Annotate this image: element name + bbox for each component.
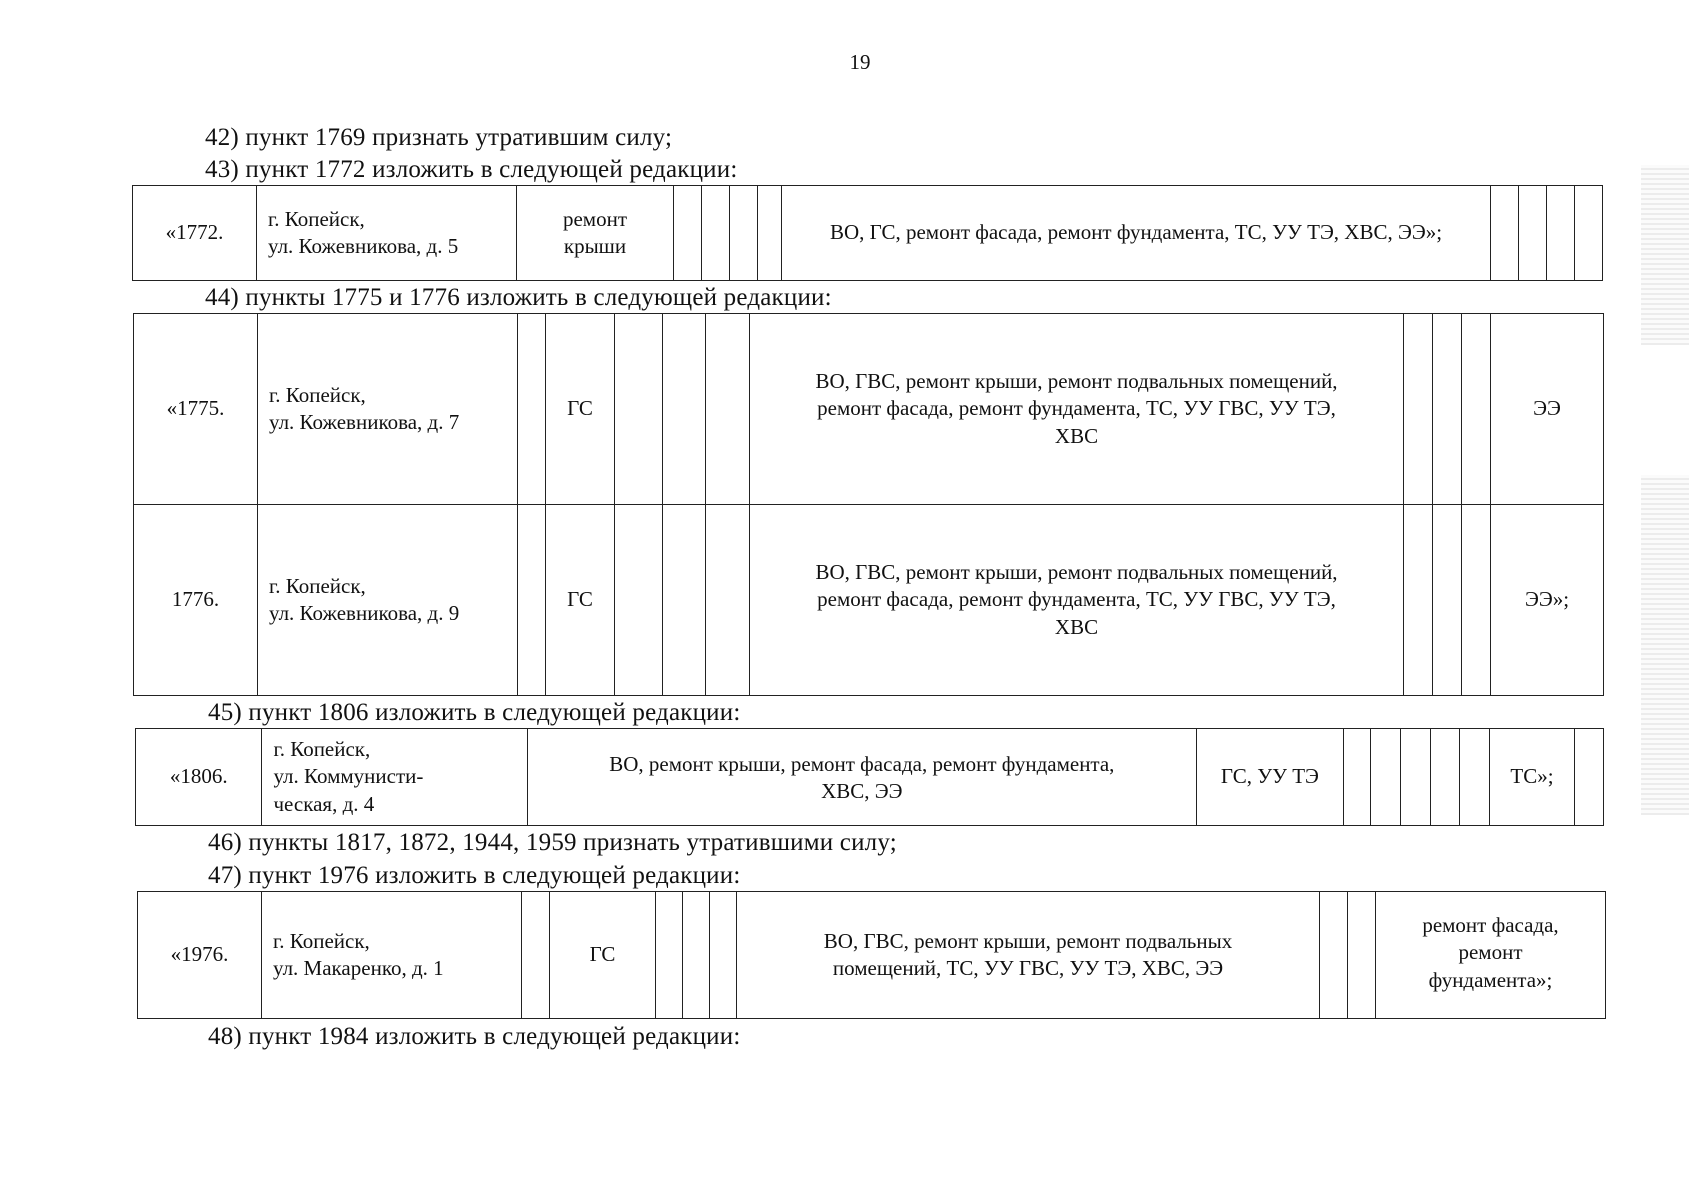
item-45: 45) пункт 1806 изложить в следующей редакции: — [208, 699, 741, 726]
empty-cell — [1433, 505, 1462, 696]
works-line: ХВС, ЭЭ — [821, 779, 903, 804]
empty-cell — [663, 314, 706, 505]
works-line: ВО, ГВС, ремонт крыши, ремонт подвальных помещений, — [815, 369, 1338, 394]
work-cell — [1376, 892, 1606, 1019]
works-line: ремонт фасада, ремонт фундамента, ТС, УУ ГВС, УУ ТЭ, — [817, 396, 1336, 421]
work-line: ремонт — [1458, 940, 1523, 965]
address-city: г. Копейск, — [268, 206, 365, 231]
empty-cell — [1462, 314, 1491, 505]
address-street: ул. Кожевникова, д. 9 — [269, 601, 460, 625]
empty-cell — [1462, 505, 1491, 696]
empty-cell — [702, 186, 730, 281]
empty-cell — [1404, 505, 1433, 696]
address-city: г. Копейск, — [269, 573, 366, 598]
work-cell: ЭЭ»; — [1491, 505, 1604, 696]
empty-cell — [706, 314, 750, 505]
item-48: 48) пункт 1984 изложить в следующей редакции: — [208, 1023, 741, 1050]
address-cell — [262, 729, 527, 826]
empty-cell — [710, 892, 737, 1019]
work-cell: ЭЭ — [1491, 314, 1604, 505]
empty-cell — [663, 505, 706, 696]
empty-cell — [1491, 186, 1519, 281]
works-list-cell — [750, 314, 1404, 505]
table-1976 — [137, 891, 1606, 1019]
empty-cell — [522, 892, 550, 1019]
item-42: 42) пункт 1769 признать утратившим силу; — [205, 124, 673, 151]
empty-cell — [656, 892, 683, 1019]
works-list-cell: ВО, ГС, ремонт фасада, ремонт фундамента, ТС, УУ ТЭ, ХВС, ЭЭ»; — [782, 186, 1491, 281]
works-line: ремонт фасада, ремонт фундамента, ТС, УУ ГВС, УУ ТЭ, — [817, 587, 1336, 612]
table-row — [136, 729, 1604, 826]
work-cell: ГС — [546, 505, 615, 696]
table-row — [134, 314, 1604, 505]
empty-cell — [1348, 892, 1376, 1019]
address-cell — [258, 505, 518, 696]
works-line: ХВС — [1054, 423, 1099, 448]
works-line: помещений, ТС, УУ ГВС, УУ ТЭ, ХВС, ЭЭ — [832, 956, 1224, 980]
table-row — [133, 186, 1603, 281]
table-1806 — [135, 728, 1604, 826]
empty-cell — [615, 505, 663, 696]
row-number: «1976. — [138, 892, 262, 1019]
empty-cell — [683, 892, 710, 1019]
empty-cell — [1433, 314, 1462, 505]
works-line: ВО, ГВС, ремонт крыши, ремонт подвальных — [823, 928, 1233, 953]
empty-cell — [758, 186, 782, 281]
work-line: ремонт фасада, — [1422, 913, 1559, 937]
empty-cell — [615, 314, 663, 505]
empty-cell — [1460, 729, 1490, 826]
address-street: ул. Кожевникова, д. 5 — [268, 234, 459, 258]
works-line: ХВС — [1054, 614, 1099, 639]
empty-cell — [730, 186, 758, 281]
row-number: «1806. — [136, 729, 262, 826]
table-1775-1776 — [133, 313, 1604, 696]
empty-cell — [1430, 729, 1460, 826]
address-cell — [258, 314, 518, 505]
row-number: 1776. — [134, 505, 258, 696]
item-46: 46) пункты 1817, 1872, 1944, 1959 признать утратившими силу; — [208, 829, 897, 856]
address-city: г. Копейск, — [269, 382, 366, 407]
address-city: г. Копейск, — [273, 928, 370, 953]
scan-artifact-bottom — [1641, 475, 1689, 815]
empty-cell — [1404, 314, 1433, 505]
work-cell — [517, 186, 674, 281]
empty-cell — [706, 505, 750, 696]
empty-cell — [1400, 729, 1430, 826]
empty-cell — [518, 505, 546, 696]
table-row — [138, 892, 1606, 1019]
work-cell: ГС — [550, 892, 656, 1019]
work-line: крыши — [563, 234, 627, 258]
empty-cell — [518, 314, 546, 505]
works-line: ВО, ремонт крыши, ремонт фасада, ремонт фундамента, — [609, 752, 1115, 776]
empty-cell — [1320, 892, 1348, 1019]
table-1772 — [132, 185, 1603, 281]
work-cell: ГС, УУ ТЭ — [1196, 729, 1343, 826]
empty-cell — [1519, 186, 1547, 281]
table-row — [134, 505, 1604, 696]
scan-artifact-top — [1641, 165, 1689, 345]
works-line: ВО, ГВС, ремонт крыши, ремонт подвальных помещений, — [815, 560, 1338, 585]
address-cell — [257, 186, 517, 281]
empty-cell — [1371, 729, 1401, 826]
address-cell — [262, 892, 522, 1019]
works-list-cell — [750, 505, 1404, 696]
empty-cell — [1343, 729, 1371, 826]
works-list-cell — [737, 892, 1320, 1019]
row-number: «1775. — [134, 314, 258, 505]
address-street: ул. Макаренко, д. 1 — [273, 956, 444, 980]
address-street: ческая, д. 4 — [273, 791, 375, 816]
work-cell: ТС»; — [1489, 729, 1575, 826]
item-47: 47) пункт 1976 изложить в следующей редакции: — [208, 862, 741, 889]
item-44: 44) пункты 1775 и 1776 изложить в следующей редакции: — [205, 284, 832, 311]
empty-cell — [1575, 729, 1604, 826]
work-line: фундамента»; — [1428, 967, 1553, 992]
empty-cell — [1575, 186, 1603, 281]
works-list-cell — [527, 729, 1196, 826]
address-street: ул. Кожевникова, д. 7 — [269, 410, 460, 434]
empty-cell — [674, 186, 702, 281]
row-number: «1772. — [133, 186, 257, 281]
page-number: 19 — [849, 50, 871, 74]
work-line: ремонт — [562, 206, 628, 231]
address-street: ул. Коммунисти- — [273, 764, 424, 789]
work-cell: ГС — [546, 314, 615, 505]
address-city: г. Копейск, — [273, 737, 371, 762]
empty-cell — [1547, 186, 1575, 281]
item-43: 43) пункт 1772 изложить в следующей редакции: — [205, 156, 738, 183]
